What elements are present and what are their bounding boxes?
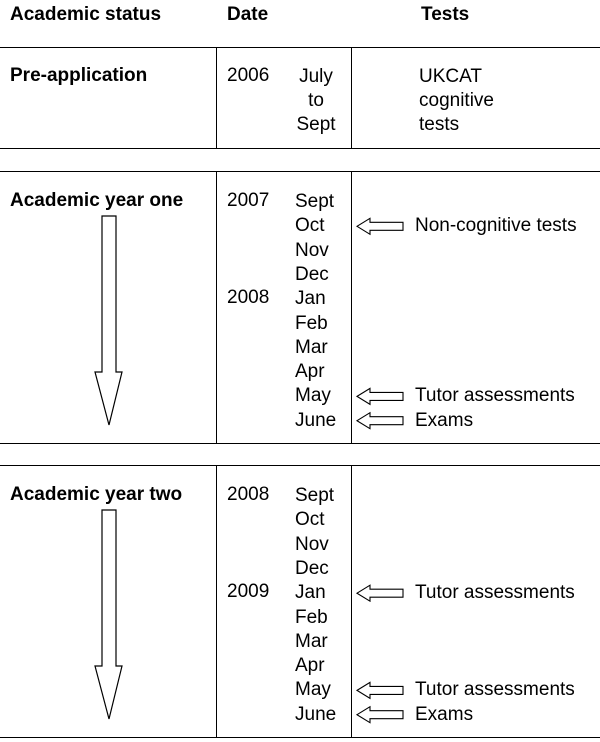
month-label: Mar [295,336,328,358]
month-label: Apr [295,655,325,677]
down-arrow-icon [95,510,122,719]
test-line: UKCAT [419,66,482,87]
test-line: cognitive [419,90,494,111]
month-label: Dec [295,263,329,285]
month-label: Mar [295,630,328,652]
month-label: Nov [295,239,329,261]
pre-application-label: Pre-application [10,65,148,86]
year-one-label: Academic year one [10,190,184,211]
period-line: to [308,90,324,111]
test-line: tests [419,114,460,135]
period-line: Sept [296,114,336,135]
test-label: Non-cognitive tests [415,215,577,237]
left-arrow-icon [357,682,403,698]
month-label: Apr [295,361,325,383]
year-two-label: Academic year two [10,484,183,505]
pre-application-year: 2006 [227,65,270,86]
test-label: Exams [415,409,474,431]
left-arrow-icon [357,707,403,723]
month-label: Dec [295,557,329,579]
year-two-start-year: 2008 [227,484,270,505]
month-label: Jan [295,288,326,310]
test-label: Tutor assessments [415,385,575,407]
month-label: Sept [295,191,335,212]
test-label: Exams [415,703,474,725]
left-arrow-icon [357,413,403,429]
test-label: Tutor assessments [415,679,575,701]
left-arrow-icon [357,585,403,601]
month-label: May [295,679,331,701]
month-label: Jan [295,582,326,604]
down-arrow-icon [95,216,122,425]
period-line: July [299,66,333,87]
year-one-end-year: 2008 [227,287,270,308]
year-one-start-year: 2007 [227,190,270,211]
header-academic-status: Academic status [10,4,162,25]
month-label: Feb [295,312,328,334]
test-label: Tutor assessments [415,582,575,604]
month-label: Oct [295,509,325,531]
month-label: May [295,385,331,407]
month-label: Feb [295,606,328,628]
left-arrow-icon [357,388,403,404]
month-label: Sept [295,485,335,506]
month-label: June [295,409,337,431]
left-arrow-icon [357,218,403,234]
month-label: Nov [295,533,329,555]
year-two-end-year: 2009 [227,581,270,602]
header-date: Date [227,4,269,25]
month-label: June [295,703,337,725]
month-label: Oct [295,215,325,237]
header-tests: Tests [421,4,470,25]
